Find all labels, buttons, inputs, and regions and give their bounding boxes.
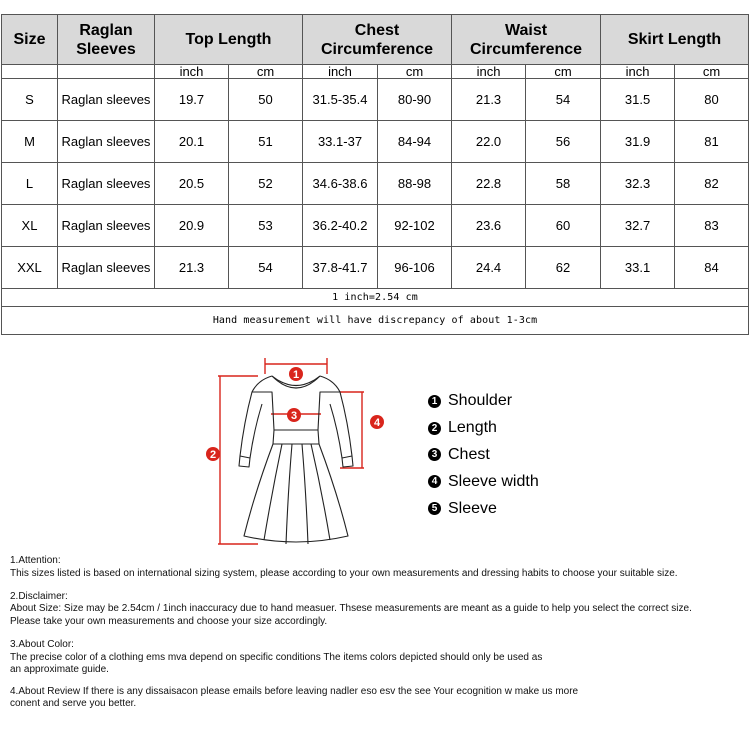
header-skirt-length: Skirt Length bbox=[601, 15, 749, 65]
attention-text: This sizes listed is based on international sizing system, please according to your own measurements and dressing habits to choose your suitable size. bbox=[10, 567, 678, 579]
measurement-note: Hand measurement will have discrepancy of about 1-3cm bbox=[2, 307, 749, 335]
unit-cell bbox=[58, 65, 155, 79]
table-cell: 51 bbox=[229, 121, 303, 163]
table-cell: 54 bbox=[526, 79, 601, 121]
size-cell: M bbox=[2, 121, 58, 163]
header-chest: Chest Circumference bbox=[303, 15, 452, 65]
table-cell: 80 bbox=[675, 79, 749, 121]
table-cell: 22.0 bbox=[452, 121, 526, 163]
size-cell: XXL bbox=[2, 247, 58, 289]
table-row bbox=[2, 205, 749, 247]
disclaimer-title: 2.Disclaimer: bbox=[10, 590, 68, 602]
header-size: Size bbox=[2, 15, 58, 65]
table-cell: 52 bbox=[229, 163, 303, 205]
color-text: The precise color of a clothing ems mva depend on specific conditions The items colors depicted should only be used as bbox=[10, 651, 543, 663]
legend-item-shoulder bbox=[428, 388, 539, 415]
measurement-legend bbox=[428, 388, 539, 522]
color-title: 3.About Color: bbox=[10, 638, 74, 650]
table-cell: 33.1-37 bbox=[303, 121, 378, 163]
legend-label: Shoulder bbox=[448, 392, 513, 410]
table-cell: 32.7 bbox=[601, 205, 675, 247]
table-cell: 20.1 bbox=[155, 121, 229, 163]
size-cell: XL bbox=[2, 205, 58, 247]
table-cell: 62 bbox=[526, 247, 601, 289]
legend-number: 5 bbox=[428, 502, 441, 515]
table-cell: 92-102 bbox=[378, 205, 452, 247]
disclaimer-note bbox=[10, 591, 748, 629]
table-cell: 24.4 bbox=[452, 247, 526, 289]
table-cell: 81 bbox=[675, 121, 749, 163]
table-cell: 31.9 bbox=[601, 121, 675, 163]
svg-text:3: 3 bbox=[290, 410, 298, 422]
legend-item-chest bbox=[428, 442, 539, 469]
table-cell: 34.6-38.6 bbox=[303, 163, 378, 205]
table-cell: 19.7 bbox=[155, 79, 229, 121]
legend-label: Chest bbox=[448, 445, 490, 463]
sleeve-cell: Raglan sleeves bbox=[58, 205, 155, 247]
table-cell: 20.9 bbox=[155, 205, 229, 247]
review-text: conent and serve you better. bbox=[10, 698, 137, 710]
legend-number: 1 bbox=[428, 395, 441, 408]
unit-cell: inch bbox=[155, 65, 229, 79]
table-cell: 32.3 bbox=[601, 163, 675, 205]
table-header-row bbox=[2, 15, 749, 65]
table-cell: 21.3 bbox=[155, 247, 229, 289]
disclaimer-text: Please take your own measurements and choose your size accordingly. bbox=[10, 615, 328, 627]
unit-cell: cm bbox=[378, 65, 452, 79]
color-note bbox=[10, 639, 748, 677]
unit-cell: inch bbox=[452, 65, 526, 79]
table-cell: 33.1 bbox=[601, 247, 675, 289]
legend-label: Sleeve width bbox=[448, 472, 539, 490]
unit-cell bbox=[2, 65, 58, 79]
svg-text:2: 2 bbox=[209, 449, 217, 461]
conversion-note-row bbox=[2, 289, 749, 307]
unit-cell: inch bbox=[601, 65, 675, 79]
table-unit-row bbox=[2, 65, 749, 79]
notes-section bbox=[10, 555, 748, 721]
table-cell: 84-94 bbox=[378, 121, 452, 163]
unit-cell: inch bbox=[303, 65, 378, 79]
legend-label: Length bbox=[448, 419, 497, 437]
disclaimer-text: About Size: Size may be 2.54cm / 1inch inaccuracy due to hand measuer. Thsese measurements are meant as a guide to help you select the correct size. bbox=[10, 603, 692, 615]
review-text: 4.About Review If there is any dissaisacon please emails before leaving nadler eso esv the see Your ecognition w make us more bbox=[10, 685, 579, 697]
unit-cell: cm bbox=[229, 65, 303, 79]
table-cell: 20.5 bbox=[155, 163, 229, 205]
header-raglan-sleeves: Raglan Sleeves bbox=[58, 15, 155, 65]
table-cell: 83 bbox=[675, 205, 749, 247]
header-waist: Waist Circumference bbox=[452, 15, 601, 65]
table-cell: 96-106 bbox=[378, 247, 452, 289]
legend-number: 3 bbox=[428, 448, 441, 461]
table-cell: 58 bbox=[526, 163, 601, 205]
table-cell: 21.3 bbox=[452, 79, 526, 121]
sleeve-cell: Raglan sleeves bbox=[58, 247, 155, 289]
conversion-note: 1 inch=2.54 cm bbox=[2, 289, 749, 307]
table-row bbox=[2, 79, 749, 121]
table-cell: 50 bbox=[229, 79, 303, 121]
table-cell: 31.5 bbox=[601, 79, 675, 121]
legend-number: 4 bbox=[428, 475, 441, 488]
size-chart-table bbox=[1, 14, 749, 335]
table-cell: 56 bbox=[526, 121, 601, 163]
table-cell: 23.6 bbox=[452, 205, 526, 247]
legend-item-sleeve bbox=[428, 495, 539, 522]
table-cell: 80-90 bbox=[378, 79, 452, 121]
table-row bbox=[2, 121, 749, 163]
legend-item-length bbox=[428, 415, 539, 442]
review-note bbox=[10, 686, 748, 711]
svg-text:1: 1 bbox=[292, 369, 300, 381]
table-cell: 31.5-35.4 bbox=[303, 79, 378, 121]
sleeve-cell: Raglan sleeves bbox=[58, 79, 155, 121]
sleeve-cell: Raglan sleeves bbox=[58, 121, 155, 163]
legend-item-sleeve-width bbox=[428, 468, 539, 495]
legend-label: Sleeve bbox=[448, 499, 497, 517]
svg-text:4: 4 bbox=[373, 417, 381, 429]
size-cell: S bbox=[2, 79, 58, 121]
marker-4 bbox=[370, 415, 384, 429]
dress-outline-icon bbox=[200, 352, 400, 552]
measurement-note-row bbox=[2, 307, 749, 335]
table-cell: 54 bbox=[229, 247, 303, 289]
table-cell: 82 bbox=[675, 163, 749, 205]
table-cell: 88-98 bbox=[378, 163, 452, 205]
attention-title: 1.Attention: bbox=[10, 555, 61, 566]
table-cell: 53 bbox=[229, 205, 303, 247]
table-cell: 37.8-41.7 bbox=[303, 247, 378, 289]
marker-1 bbox=[289, 367, 303, 381]
table-cell: 84 bbox=[675, 247, 749, 289]
unit-cell: cm bbox=[526, 65, 601, 79]
attention-note bbox=[10, 555, 748, 580]
table-cell: 22.8 bbox=[452, 163, 526, 205]
table-row bbox=[2, 163, 749, 205]
table-row bbox=[2, 247, 749, 289]
unit-cell: cm bbox=[675, 65, 749, 79]
table-cell: 60 bbox=[526, 205, 601, 247]
legend-number: 2 bbox=[428, 422, 441, 435]
sleeve-cell: Raglan sleeves bbox=[58, 163, 155, 205]
color-text: an approximate guide. bbox=[10, 664, 109, 676]
marker-3 bbox=[287, 408, 301, 422]
table-cell: 36.2-40.2 bbox=[303, 205, 378, 247]
header-top-length: Top Length bbox=[155, 15, 303, 65]
marker-2 bbox=[206, 447, 220, 461]
size-cell: L bbox=[2, 163, 58, 205]
